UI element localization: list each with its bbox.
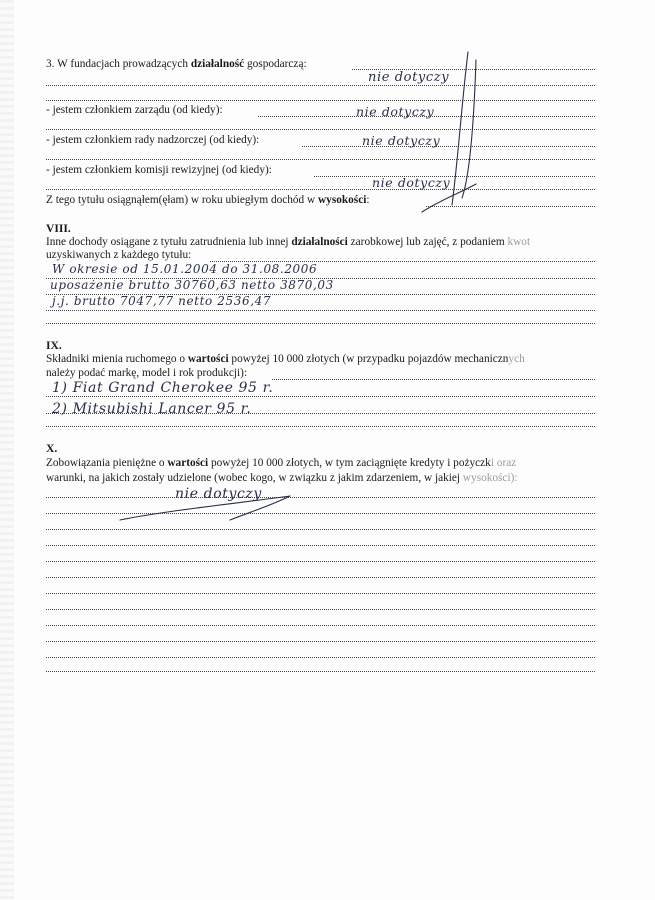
dotted-line [46, 624, 595, 626]
liabilities-line: Zobowiązania pieniężne o wartości powyżej 10 000 złotych, w tym zaciągnięte kredyty i pożyczki oraz [46, 457, 517, 469]
dotted-line [46, 84, 595, 86]
dotted-line [46, 544, 595, 546]
dotted-line [46, 425, 595, 427]
dotted-line [272, 378, 595, 380]
handwritten-income-period: W okresie od 15.01.2004 do 31.08.2006 [52, 262, 318, 276]
liabilities-line-2: warunki, na jakich zostały udzielone (wobec kogo, w związku z jakim zdarzeniem, w jakiej wysokości): [46, 472, 518, 484]
handwritten-not-applicable: nie dotyczy [372, 175, 451, 190]
dotted-line [46, 592, 595, 594]
other-income-line: Inne dochody osiągane z tytułu zatrudnienia lub innej działalności zarobkowej lub zajęć, z podaniem kwot [46, 236, 531, 248]
dotted-line [46, 158, 595, 160]
section-9-heading: IX. [46, 339, 62, 352]
dotted-line [46, 576, 595, 578]
handwritten-income-salary: uposażenie brutto 30760,63 netto 3870,03 [50, 278, 334, 292]
dotted-line [314, 175, 595, 177]
dotted-line [46, 656, 595, 658]
dotted-line [46, 608, 595, 610]
dotted-line [46, 188, 595, 190]
dotted-line [46, 528, 595, 530]
movable-property-line: Składniki mienia ruchomego o wartości powyżej 10 000 złotych (w przypadku pojazdów mechanicznych [46, 353, 525, 365]
management-board-line: - jestem członkiem zarządu (od kiedy): [46, 104, 223, 116]
dotted-line [46, 99, 595, 101]
dotted-line [426, 205, 595, 207]
handwritten-not-applicable: nie dotyczy [356, 104, 435, 119]
section-10-heading: X. [46, 442, 58, 455]
dotted-line [46, 309, 595, 311]
dotted-line [46, 496, 595, 498]
handwritten-not-applicable: nie dotyczy [362, 133, 441, 148]
scan-edge [0, 0, 14, 900]
section-8-heading: VIII. [46, 222, 71, 235]
dotted-line [46, 128, 595, 130]
audit-committee-line: - jestem członkiem komisji rewizyjnej (od kiedy): [46, 164, 272, 176]
dotted-line [46, 640, 595, 642]
movable-property-line-2: należy podać markę, model i rok produkcji): [46, 367, 248, 379]
dotted-line [46, 512, 595, 514]
dotted-line [302, 145, 595, 147]
supervisory-board-line: - jestem członkiem rady nadzorczej (od kiedy): [46, 134, 260, 146]
handwritten-vehicle-1: 1) Fiat Grand Cherokee 95 r. [52, 380, 274, 396]
other-income-line-2: uzyskiwanych z każdego tytułu: [46, 249, 192, 261]
handwritten-vehicle-2: 2) Mitsubishi Lancer 95 r. [52, 401, 252, 417]
dotted-line [46, 322, 595, 324]
handwritten-not-applicable: nie dotyczy [368, 70, 450, 85]
handwritten-income-other: j.j. brutto 7047,77 netto 2536,47 [52, 294, 272, 308]
income-line: Z tego tytułu osiągnąłem(ęłam) w roku ubiegłym dochód w wysokości: [46, 194, 370, 206]
dotted-line [46, 560, 595, 562]
foundations-line: 3. W fundacjach prowadzących działalność gospodarczą: [46, 58, 307, 70]
dotted-line [46, 670, 595, 672]
handwritten-not-applicable: nie dotyczy [175, 486, 262, 502]
